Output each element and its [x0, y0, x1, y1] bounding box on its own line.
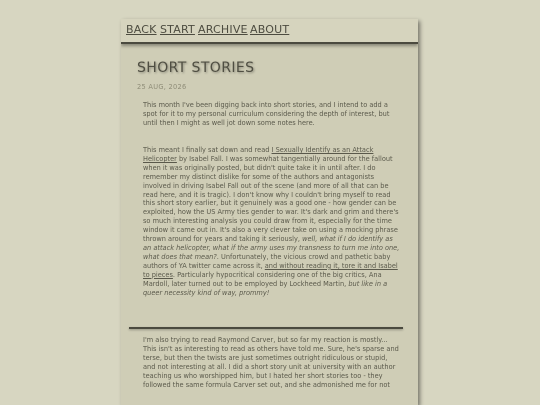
paragraph-intro: This month I've been digging back into short stories, and I intend to add a spot for it to my personal curriculum considering the depth of interest, but until then I might as well jot down some notes here. [143, 101, 390, 127]
paragraph-text: . Unfortunately, the vicious crowd and pathetic baby authors of YA twitter came across it, [143, 252, 391, 270]
paragraph-text: by Isabel Fall. I was somewhat tangentially around for the fallout when it was originally posted, but didn't quite take it in until after. I do remember my distinct dislike for some of the authors and antagonists involved in driving Isabel Fall out of the scene (and more of all that can be read here, and it is tragic). I don't know why I couldn't bring myself to read this short story earlier, but it genuinely was a good one - how gender can be exploited, how the US Army ties gender to war. It's dark and grim and there's so much interesting analysis you could draw from it, especially for the time window it came out in. It's also a very clever take on using a mocking phrase thrown around for years and taking it seriously, [143, 154, 399, 244]
page-title: SHORT STORIES [137, 60, 255, 76]
story-link-helicopter[interactable]: I Sexually Identify as an Attack Helicopter [143, 146, 374, 163]
post-date: 25 AUG, 2026 [137, 83, 187, 91]
page-container [121, 19, 418, 405]
paragraph-carver: I'm also trying to read Raymond Carver, but so far my reaction is mostly... This isn't as interesting to read as others have told me. Sure, he's sparse and terse, but then the twists are just sometimes outright ridiculous or stupid, and not interesting at all. I did a short story unit at university with an author teaching us who worshipped him, but I hated her short stories too - they followed the same formula Carver set out, and she admonished me for not [143, 336, 399, 389]
paragraph-text: . Particularly hypocritical considering one of the big critics, Ana Mardoll, later turned out to be employed by Lockheed Martin, [143, 270, 382, 288]
paragraph-italic: well, what if I do identify as an attack helicopter, what if the army uses my transness to turn me into one, what does that mean? [143, 235, 400, 261]
nav-start-link[interactable]: START [160, 23, 195, 36]
nav-archive-link[interactable]: ARCHIVE [198, 23, 248, 36]
top-nav [121, 19, 418, 44]
nav-back-link[interactable]: BACK [126, 23, 157, 36]
paragraph-helicopter [143, 146, 401, 297]
nav-about-link[interactable]: ABOUT [250, 23, 290, 36]
link-tore-it[interactable]: and without reading it, tore it and Isabel to pieces [143, 261, 398, 279]
section-divider [129, 327, 403, 329]
paragraph-italic: but like in a queer necessity kind of way, prommy! [143, 279, 388, 297]
paragraph-text: This meant I finally sat down and read [143, 146, 272, 154]
